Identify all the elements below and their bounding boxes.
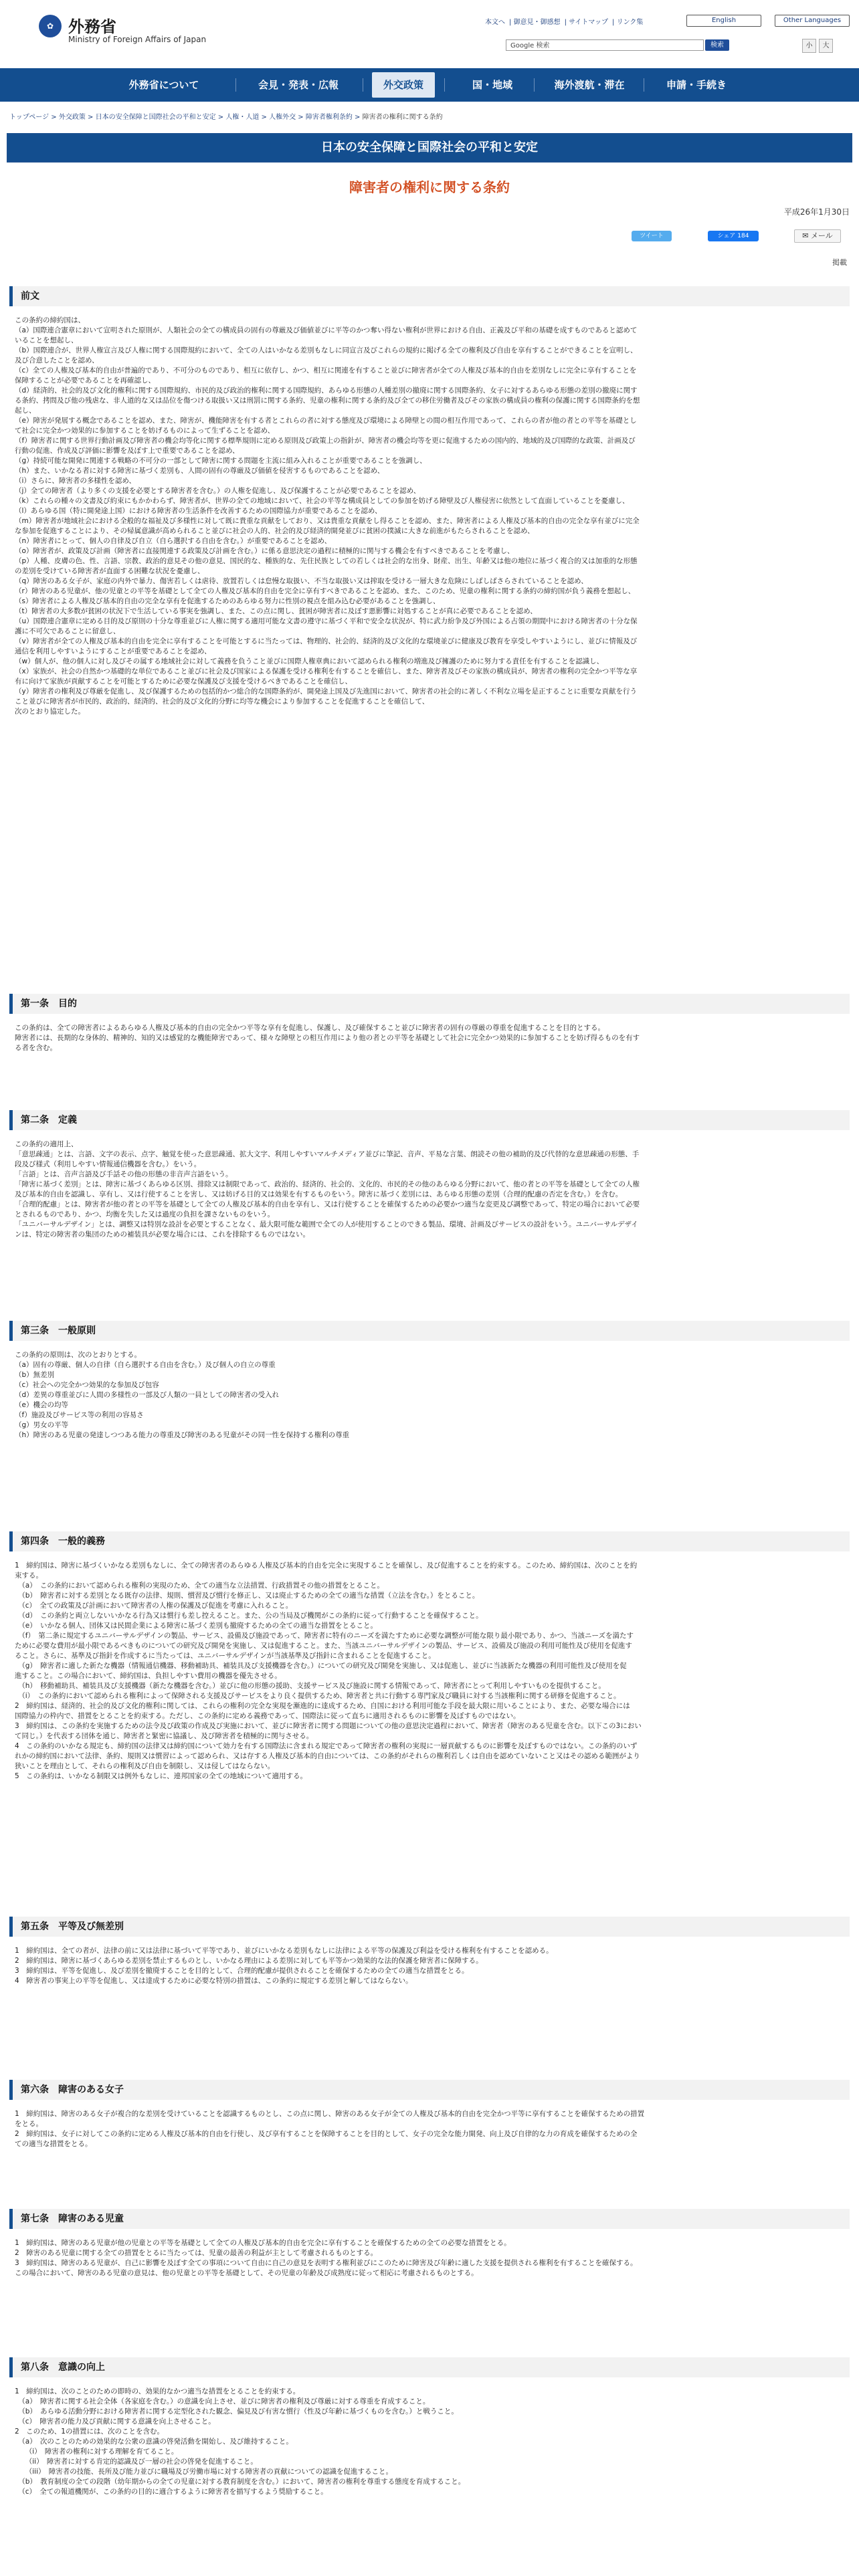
treaty-text-line: な参加を促進することにより、その帰属意識が高められること並びに社会の人的、社会的及び経済的開発並びに貧困の撲滅に大きな前進がもたらされることを認め、 — [15, 527, 535, 535]
section-heading-text: 第六条 障害のある女子 — [21, 2084, 124, 2095]
treaty-text-line: （s）障害者による人権及び基本的自由の完全な享有を促進するためのあらゆる努力に性別の視点を組み込む必要があることを強調し、 — [15, 597, 440, 605]
util-link-main[interactable]: 本文へ — [485, 19, 505, 26]
main-nav — [0, 68, 859, 102]
treaty-text-line: 4 障害者の事実上の平等を促進し、又は達成するために必要な特別の措置は、この条約に規定する差別と解してはならない。 — [15, 1977, 413, 1985]
nav-countries[interactable]: 国・地域 — [472, 79, 512, 91]
treaty-text-line: この条約の適用上、 — [15, 1140, 78, 1148]
nav-travel[interactable]: 海外渡航・滞在 — [554, 79, 625, 91]
section-heading-text: 第八条 意識の向上 — [21, 2362, 105, 2373]
breadcrumb-link[interactable]: 人権・人道 — [225, 114, 260, 121]
treaty-text-line: る条約、拷問及び他の残虐な、非人道的な又は品位を傷つける取扱い又は刑罰に関する条約、児童の権利に関する条約及び全ての移住労働者及びその家族の構成員の権利の保護に関する国際条約を想 — [15, 397, 640, 405]
treaty-text-line: （i） この条約において認められる権利によって保障される支援及びサービスをより良く提供するため、障害者と共に行動する専門家及び職員に対する当該権利に関する研修を促進すること。 — [15, 1692, 621, 1700]
treaty-text-line: （b） 障害者に対する差別となる既存の法律、規則、慣習及び慣行を修正し、又は廃止するための全ての適当な措置（立法を含む。）をとること。 — [15, 1592, 480, 1600]
treaty-text-line: 「障害に基づく差別」とは、障害に基づくあらゆる区別、排除又は制限であって、政治的、経済的、社会的、文化的、市民的その他のあらゆる分野において、他の者との平等を基礎として全ての人権 — [15, 1180, 640, 1188]
section-heading — [9, 1110, 850, 1130]
treaty-text-line: （o）障害者が、政策及び計画（障害者に直接関連する政策及び計画を含む。）に係る意思決定の過程に積極的に関与する機会を有すべきであることを考慮し、 — [15, 547, 514, 555]
treaty-text-line: 次のとおり協定した。 — [15, 708, 85, 716]
treaty-text-line: 有に向けて家族が貢献することを可能とするために必要な保護及び支援を受けるべきであることを確信し、 — [15, 677, 352, 685]
treaty-text-line: （i）さらに、障害者の多様性を認め、 — [15, 477, 136, 485]
treaty-text-line: こと並びに障害者が市民的、政治的、経済的、社会的及び文化的分野に均等な機会により参加することを促進することを確信して、 — [15, 697, 430, 706]
topic-bar — [7, 133, 852, 163]
nav-about[interactable]: 外務省について — [128, 79, 199, 91]
treaty-text-line: をとる。 — [15, 2120, 43, 2128]
treaty-text-line: 保障することが必要であることを再確認し、 — [15, 377, 155, 385]
section-heading-text: 第二条 定義 — [21, 1115, 77, 1125]
treaty-text-line: （ii） 障害者に対する肯定的認識及び一層の社会の啓発を促進すること。 — [15, 2458, 258, 2466]
treaty-text-line: （d） この条約と両立しないいかなる行為又は慣行も差し控えること。また、公の当局及び機関がこの条約に従って行動することを確保すること。 — [15, 1612, 483, 1620]
treaty-text-line: （c） 障害者の能力及び貢献に関する意識を向上させること。 — [15, 2418, 215, 2426]
treaty-text-line: 1 締約国は、障害のある女子が複合的な差別を受けていることを認識するものとし、この点に関し、障害のある女子が全ての人権及び基本的自由を完全かつ平等に享有することを確保するための措置 — [15, 2110, 645, 2118]
treaty-text-line: （r）障害のある児童が、他の児童との平等を基礎として全ての人権及び基本的自由を完全に享有すべきであることを認め、また、このため、児童の権利に関する条約の締約国が負う義務を想起し、 — [15, 587, 636, 595]
nav-applications[interactable]: 申請・手続き — [666, 79, 727, 91]
treaty-text-line: ために必要な費用が最小限であるべきものについての研究及び開発を実施し、又は促進すること。また、当該ユニバーサルデザインの製品、サービス、設備及び施設の利用可能性及び使用を促進す — [15, 1642, 632, 1650]
treaty-text-line: 「ユニバーサルデザイン」とは、調整又は特別な設計を必要とすることなく、最大限可能な範囲で全ての人が使用することのできる製品、環境、計画及びサービスの設計をいう。ユニバーサルデザイ — [15, 1220, 638, 1228]
treaty-text-line: この条約は、全ての障害者によるあらゆる人権及び基本的自由の完全かつ平等な享有を促進し、保護し、及び確保すること並びに障害者の固有の尊厳の尊重を促進することを目的とする。 — [15, 1024, 605, 1032]
nav-press[interactable]: 会見・発表・広報 — [258, 79, 339, 91]
treaty-text-line: （x）家族が、社会の自然かつ基礎的な単位であること並びに社会及び国家による保護を受ける権利を有することを確信し、また、障害者及びその家族の構成員が、障害者の権利の完全かつ平等な享 — [15, 667, 638, 675]
treaty-text-line: 1 締約国は、全ての者が、法律の前に又は法律に基づいて平等であり、並びにいかなる差別もなしに法律による平等の保護及び利益を受ける権利を有することを認める。 — [15, 1947, 553, 1955]
section-heading — [9, 994, 850, 1014]
treaty-text-line: 3 締約国は、障害のある児童が、自己に影響を及ぼす全ての事項について自由に自己の意見を表明する権利並びにこのために障害及び年齢に適した支援を提供される権利を有することを確保する。 — [15, 2259, 638, 2267]
section-heading-text: 前文 — [21, 291, 39, 302]
section-heading — [9, 286, 850, 306]
treaty-text-line: （e） いかなる個人、団体又は民間企業による障害に基づく差別も撤廃するための全ての適当な措置をとること。 — [15, 1622, 377, 1630]
treaty-text-line: （k）これらの種々の文書及び約束にもかかわらず、障害者が、世界の全ての地域において、社会の平等な構成員としての参加を妨げる障壁及び人権侵害に依然として直面していることを憂慮し、 — [15, 497, 630, 505]
treaty-text-line: 3 締約国は、平等を促進し、及び差別を撤廃することを目的として、合理的配慮が提供されることを確保するための全ての適当な措置をとる。 — [15, 1967, 469, 1975]
font-large-button[interactable]: 大 — [819, 39, 833, 53]
treaty-text-line: いることを想起し、 — [15, 336, 78, 344]
treaty-text-line: 2 締約国は、経済的、社会的及び文化的権利に関しては、これらの権利の完全な実現を漸進的に達成するため、自国における利用可能な手段を最大限に用いることにより、また、必要な場合には — [15, 1702, 630, 1710]
treaty-text-line: （p）人種、皮膚の色、性、言語、宗教、政治的意見その他の意見、国民的な、種族的な、先住民族としての若しくは社会的な出身、財産、出生、年齢又は他の地位に基づく複合的又は加重的な形態 — [15, 557, 638, 565]
treaty-text-line: この条約の原則は、次のとおりとする。 — [15, 1351, 141, 1359]
treaty-text-line: 国際協力の枠内で、措置をとることを約束する。ただし、この条約に定める義務であって、国際法に従って直ちに適用されるものに影響を及ぼすものではない。 — [15, 1712, 520, 1720]
treaty-text-line: （h） 移動補助具、補装具及び支援機器（新たな機器を含む。）並びに他の形態の援助、支援サービス及び施設に関する情報であって、障害者にとって利用しやすいものを提供すること。 — [15, 1682, 605, 1690]
treaty-text-line: 「意思疎通」とは、言語、文字の表示、点字、触覚を使った意思疎通、拡大文字、利用しやすいマルチメディア並びに筆記、音声、平易な言葉、朗読その他の補助的及び代替的な意思疎通の形態、手 — [15, 1150, 640, 1158]
treaty-text-line: （e）機会の均等 — [15, 1401, 68, 1409]
treaty-text-line: （iii） 障害者の技能、長所及び能力並びに職場及び労働市場に対する障害者の貢献についての認識を促進すること。 — [15, 2468, 393, 2476]
breadcrumb-current: 障害者の権利に関する条約 — [362, 114, 443, 121]
util-link-sitemap[interactable]: サイトマップ — [569, 19, 609, 26]
treaty-text-line: （d）差異の尊重並びに人間の多様性の一部及び人類の一員としての障害者の受入れ — [15, 1391, 280, 1399]
treaty-text-line: （n）障害者にとって、個人の自律及び自立（自ら選択する自由を含む。）が重要であることを認め、 — [15, 537, 332, 545]
util-link-feedback[interactable]: 御意見・御感想 — [513, 19, 561, 26]
treaty-text-line: （j）全ての障害者（より多くの支援を必要とする障害者を含む。）の人権を促進し、及び保護することが必要であることを認め、 — [15, 487, 421, 495]
treaty-text-line: （c）社会への完全かつ効果的な参加及び包容 — [15, 1381, 159, 1389]
search-input[interactable]: Google 検索 — [506, 39, 704, 51]
nav-divider — [444, 78, 445, 92]
treaty-text-line: 2 このため、1の措置には、次のことを含む。 — [15, 2428, 164, 2436]
treaty-text-line: 束する。 — [15, 1572, 43, 1580]
treaty-text-line: （w）個人が、他の個人に対し及びその属する地域社会に対して義務を負うこと並びに国際人権章典において認められる権利の増進及び擁護のために努力する責任を有することを認識し、 — [15, 657, 604, 665]
breadcrumb-link[interactable]: 日本の安全保障と国際社会の平和と安定 — [95, 114, 216, 121]
treaty-text-line: （g）持続可能な開発に関連する戦略の不可分の一部として障害に関する問題を主流に組み入れることが重要であることを強調し、 — [15, 457, 427, 465]
treaty-text-line: （q）障害のある女子が、家庭の内外で暴力、傷害若しくは虐待、放置若しくは怠慢な取扱い、不当な取扱い又は搾取を受ける一層大きな危険にしばしばさらされていることを認め、 — [15, 577, 588, 585]
logo-text-ja: 外務省 — [68, 17, 116, 36]
treaty-text-line: （b） 教育制度の全ての段階（幼年期からの全ての児童に対する教育制度を含む。）において、障害者の権利を尊重する態度を育成すること。 — [15, 2478, 466, 2486]
treaty-text-line: （t）障害者の大多数が貧困の状況下で生活している事実を強調し、また、この点に関し、貧困が障害者に及ぼす悪影響に対処することが真に必要であることを認め、 — [15, 607, 537, 615]
treaty-text-line: 「合理的配慮」とは、障害者が他の者との平等を基礎として全ての人権及び基本的自由を享有し、又は行使することを確保するための必要かつ適当な変更及び調整であって、特定の場合において必要 — [15, 1200, 640, 1208]
breadcrumb-link[interactable]: 人権外交 — [269, 114, 296, 121]
treaty-text-line: の差別を受けている障害者が直面する困難な状況を憂慮し、 — [15, 567, 205, 575]
treaty-text-line: 進すること。この場合において、締約国は、負担しやすい費用の機器を優先させる。 — [15, 1672, 282, 1680]
nav-divider — [534, 78, 535, 92]
treaty-text-line: （b）国際連合が、世界人権宣言及び人権に関する国際規約において、全ての人はいかなる差別もなしに同宣言及びこれらの規約に掲げる全ての権利及び自由を享有することができることを宣明し、 — [15, 346, 638, 354]
nav-divider — [235, 78, 236, 92]
treaty-text-line: （e）障害が発展する概念であることを認め、また、障害が、機能障害を有する者とこれらの者に対する態度及び環境による障壁との間の相互作用であって、これらの者が他の者との平等を基礎とし — [15, 417, 637, 425]
site-header — [0, 0, 859, 67]
treaty-text-line: 及び合意したことを認め、 — [15, 356, 99, 364]
treaty-text-line: （c） 全ての報道機関が、この条約の目的に適合するように障害者を描写するよう奨励すること。 — [15, 2488, 328, 2496]
section-heading — [9, 1531, 850, 1551]
mail-button[interactable]: ✉ メール — [794, 229, 841, 243]
tweet-button[interactable]: ツイート — [632, 231, 672, 241]
treaty-text-line: 1 締約国は、次のことのための即時の、効果的なかつ適当な措置をとることを約束する。 — [15, 2387, 300, 2395]
treaty-text-line: （f） 第二条に規定するユニバーサルデザインの製品、サービス、設備及び施設であって、障害者に特有のニーズを満たすために必要な調整が可能な限り最小限であり、かつ、当該ニーズを満たす — [15, 1632, 634, 1640]
treaty-text-line: 1 締約国は、障害に基づくいかなる差別もなしに、全ての障害者のあらゆる人権及び基本的自由を完全に実現することを確保し、及び促進することを約束する。このため、締約国は、次のことを約 — [15, 1562, 638, 1570]
section-heading-text: 第四条 一般的義務 — [21, 1536, 105, 1547]
treaty-text-line: 2 締約国は、女子に対してこの条約に定める人権及び基本的自由を行使し、及び享有することを保障することを目的として、女子の完全な能力開発、向上及び自律的な力の育成を確保するための全 — [15, 2130, 638, 2138]
section-heading — [9, 2080, 850, 2100]
treaty-text-line: （f）障害者に関する世界行動計画及び障害者の機会均等化に関する標準規則に定める原則及び政策上の指針が、障害者の機会均等を更に促進するための国内的、地域的及び国際的な政策、計画及び — [15, 437, 636, 445]
treaty-text-line: 障害者には、長期的な身体的、精神的、知的又は感覚的な機能障害であって、様々な障壁との相互作用により他の者との平等を基礎として社会に完全かつ効果的に参加することを妨げ得るものを有す — [15, 1034, 640, 1042]
facebook-share-button[interactable]: シェア 184 — [708, 231, 759, 241]
treaty-text-line: 1 締約国は、障害のある児童が他の児童との平等を基礎として全ての人権及び基本的自由を完全に享有することを確保するための全ての必要な措置をとる。 — [15, 2239, 511, 2247]
treaty-text-line: （c）全ての人権及び基本的自由が普遍的であり、不可分のものであり、相互に依存し、かつ、相互に関連を有すること並びに障害者が全ての人権及び基本的自由を差別なしに完全に享有することを — [15, 366, 637, 374]
emblem-icon: ✿ — [39, 15, 62, 37]
section-heading-text: 第七条 障害のある児童 — [21, 2214, 124, 2224]
search-button[interactable]: 検索 — [705, 39, 729, 51]
treaty-text-line: （h）障害のある児童の発達しつつある能力の尊重及び障害のある児童がその同一性を保持する権利の尊重 — [15, 1431, 350, 1439]
section-heading — [9, 1321, 850, 1341]
treaty-text-line: （c） 全ての政策及び計画において障害者の人権の保護及び促進を考慮に入れること。 — [15, 1602, 293, 1610]
print-link[interactable]: 掲載 — [832, 258, 847, 267]
english-button[interactable]: English — [686, 15, 761, 27]
treaty-text-line: （g）男女の平等 — [15, 1421, 69, 1429]
treaty-text-line: 段及び様式（利用しやすい情報通信機器を含む。）をいう。 — [15, 1160, 201, 1168]
other-languages-button[interactable]: Other Languages — [775, 15, 850, 27]
treaty-text-line: 2 障害のある児童に関する全ての措置をとるに当たっては、児童の最善の利益が主として考慮されるものとする。 — [15, 2249, 378, 2257]
section-heading — [9, 1917, 850, 1937]
treaty-text-line: （a）固有の尊厳、個人の自律（自ら選択する自由を含む。）及び個人の自立の尊重 — [15, 1361, 276, 1369]
mail-label: メール — [810, 231, 833, 240]
treaty-text-line: （u）国際連合憲章に定める目的及び原則の十分な尊重並びに人権に関する適用可能な文書の遵守に基づく平和で安全な状況が、特に武力紛争及び外国による占領の期間中における障害者の十分な保 — [15, 617, 638, 625]
treaty-text-line: ンは、特定の障害者の集団のための補装具が必要な場合には、これを排除するものではない。 — [15, 1230, 310, 1239]
treaty-text-line: （d）経済的、社会的及び文化的権利に関する国際規約、市民的及び政治的権利に関する国際規約、あらゆる形態の人種差別の撤廃に関する国際条約、女子に対するあらゆる形態の差別の撤廃に関す — [15, 387, 638, 395]
treaty-text-line: 及び基本的自由を認識し、享有し、又は行使することを害し、又は妨げる目的又は効果を有するものをいう。障害に基づく差別には、あらゆる形態の差別（合理的配慮の否定を含む。）を含む。 — [15, 1190, 623, 1198]
treaty-text-line: この場合において、障害のある児童の意見は、他の児童との平等を基礎として、その児童の年齢及び成熟度に従って相応に考慮されるものとする。 — [15, 2269, 478, 2277]
breadcrumb: トップページ > 外交政策 > 日本の安全保障と国際社会の平和と安定 > 人権・人道 > 人権外交 > 障害者権利条約 > 障害者の権利に関する条約 — [9, 114, 443, 121]
treaty-text-line: 2 締約国は、障害に基づくあらゆる差別を禁止するものとし、いかなる理由による差別に対しても平等かつ効果的な法的保護を障害者に保障する。 — [15, 1957, 483, 1965]
section-heading — [9, 2357, 850, 2377]
treaty-text-line: （b） あらゆる活動分野における障害者に関する定型化された観念、偏見及び有害な慣行（性及び年齢に基づくものを含む。）と戦うこと。 — [15, 2407, 458, 2416]
nav-foreign-policy[interactable]: 外交政策 — [372, 72, 435, 98]
treaty-text-line: て社会に完全かつ効果的に参加することを妨げるものによって生ずることを認め、 — [15, 427, 275, 435]
page-title: 障害者の権利に関する条約 — [349, 179, 510, 195]
treaty-text-line: 行動の促進、作成及び評価に影響を及ぼす上で重要であることを認め、 — [15, 447, 240, 455]
treaty-text-line: （m）障害者が地域社会における全般的な福祉及び多様性に対して既に貴重な貢献をしており、又は貴重な貢献をし得ることを認め、また、障害者による人権及び基本的自由の完全な享有並びに完全 — [15, 517, 640, 525]
treaty-text-line: （a） 次のことのための効果的な公衆の意識の啓発活動を開始し、及び維持すること。 — [15, 2438, 293, 2446]
treaty-text-line: れかの締約国において法律、条約、規則又は慣習によって認められ、又は存する人権及び基本的自由については、この条約がそれらの権利若しくは自由を認めていないこと又はその認める範囲がより — [15, 1752, 640, 1760]
utility-nav: 本文へ | 御意見・御感想 | サイトマップ | リンク集 — [485, 19, 644, 26]
treaty-text-line: （a） この条約において認められる権利の実現のため、全ての適当な立法措置、行政措置その他の措置をとること。 — [15, 1582, 385, 1590]
treaty-text-line: 護に不可欠であることに留意し、 — [15, 627, 120, 635]
treaty-text-line: （l）あらゆる国（特に開発途上国）における障害者の生活条件を改善するための国際協力が重要であることを認め、 — [15, 507, 382, 515]
breadcrumb-link[interactable]: トップページ — [9, 114, 50, 121]
treaty-text-line: （g） 障害者に適した新たな機器（情報通信機器、移動補助具、補装具及び支援機器を含む。）についての研究及び開発を実施し、又は促進し、並びに当該新たな機器の利用可能性及び使用を促 — [15, 1662, 627, 1670]
breadcrumb-link[interactable]: 外交政策 — [58, 114, 86, 121]
treaty-text-line: 5 この条約は、いかなる制限又は例外もなしに、連邦国家の全ての地域について適用する。 — [15, 1772, 307, 1780]
treaty-text-line: （v）障害者が全ての人権及び基本的自由を完全に享有することを可能とするに当たっては、物理的、社会的、経済的及び文化的な環境並びに健康及び教育を享受しやすいようにし、並びに情報及び — [15, 637, 638, 645]
publish-date: 平成26年1月30日 — [783, 207, 850, 217]
treaty-text-line: （f）施設及びサービス等の利用の容易さ — [15, 1411, 144, 1419]
treaty-text-line: （y）障害者の権利及び尊厳を促進し、及び保護するための包括的かつ総合的な国際条約が、開発途上国及び先進国において、障害者の社会的に著しく不利な立場を是正することに重要な貢献を行う — [15, 687, 637, 695]
treaty-text-line: 狭いことを理由として、それらの権利及び自由を制限し、又は侵してはならない。 — [15, 1762, 275, 1770]
treaty-text-line: （b）無差別 — [15, 1371, 55, 1379]
treaty-text-line: る者を含む。 — [15, 1044, 57, 1052]
section-heading — [9, 2209, 850, 2229]
section-heading-text: 第一条 目的 — [21, 998, 77, 1009]
treaty-text-line: 「言語」とは、音声言語及び手話その他の形態の非音声言語をいう。 — [15, 1170, 233, 1178]
treaty-text-line: （a） 障害者に関する社会全体（各家庭を含む。）の意識を向上させ、並びに障害者の権利及び尊厳に対する尊重を育成すること。 — [15, 2397, 430, 2405]
treaty-text-line: 3 締約国は、この条約を実施するための法令及び政策の作成及び実施において、並びに障害者に関する問題についての他の意思決定過程において、障害者（障害のある児童を含む。以下この3におい — [15, 1722, 642, 1730]
treaty-text-line: この条約の締約国は、 — [15, 316, 85, 324]
breadcrumb-link[interactable]: 障害者権利条約 — [305, 114, 353, 121]
treaty-text-line: （h）また、いかなる者に対する障害に基づく差別も、人間の固有の尊厳及び価値を侵害するものであることを認め、 — [15, 467, 385, 475]
treaty-text-line: ての適当な措置をとる。 — [15, 2140, 92, 2148]
logo-text-en: Ministry of Foreign Affairs of Japan — [68, 35, 207, 44]
section-heading-text: 第三条 一般原則 — [21, 1325, 96, 1336]
treaty-text-line: て同じ。）を代表する団体を通じ、障害者と緊密に協議し、及び障害者を積極的に関与させる。 — [15, 1732, 314, 1740]
topic-title: 日本の安全保障と国際社会の平和と安定 — [321, 140, 538, 154]
treaty-text-line: ること。さらに、基準及び指針を作成するに当たっては、ユニバーサルデザインが当該基準及び指針に含まれることを促進すること。 — [15, 1652, 436, 1660]
treaty-text-line: 起し、 — [15, 407, 36, 415]
font-small-button[interactable]: 小 — [802, 39, 816, 53]
treaty-text-line: （i） 障害者の権利に対する理解を育てること。 — [15, 2448, 179, 2456]
treaty-text-line: 4 この条約のいかなる規定も、締約国の法律又は締約国について効力を有する国際法に含まれる規定であって障害者の権利の実現に一層貢献するものに影響を及ぼすものではない。この条約のいず — [15, 1742, 638, 1750]
treaty-text-line: とされるものであり、かつ、均衡を失した又は過度の負担を課さないものをいう。 — [15, 1210, 275, 1218]
section-heading-text: 第五条 平等及び無差別 — [21, 1921, 124, 1932]
treaty-text-line: 通信を利用しやすいようにすることが重要であることを認め、 — [15, 647, 211, 655]
treaty-text-line: （a）国際連合憲章において宣明された原則が、人類社会の全ての構成員の固有の尊厳及び価値並びに平等のかつ奪い得ない権利が世界における自由、正義及び平和の基礎を成すものであると認めて — [15, 326, 638, 334]
util-link-links[interactable]: リンク集 — [616, 19, 644, 26]
